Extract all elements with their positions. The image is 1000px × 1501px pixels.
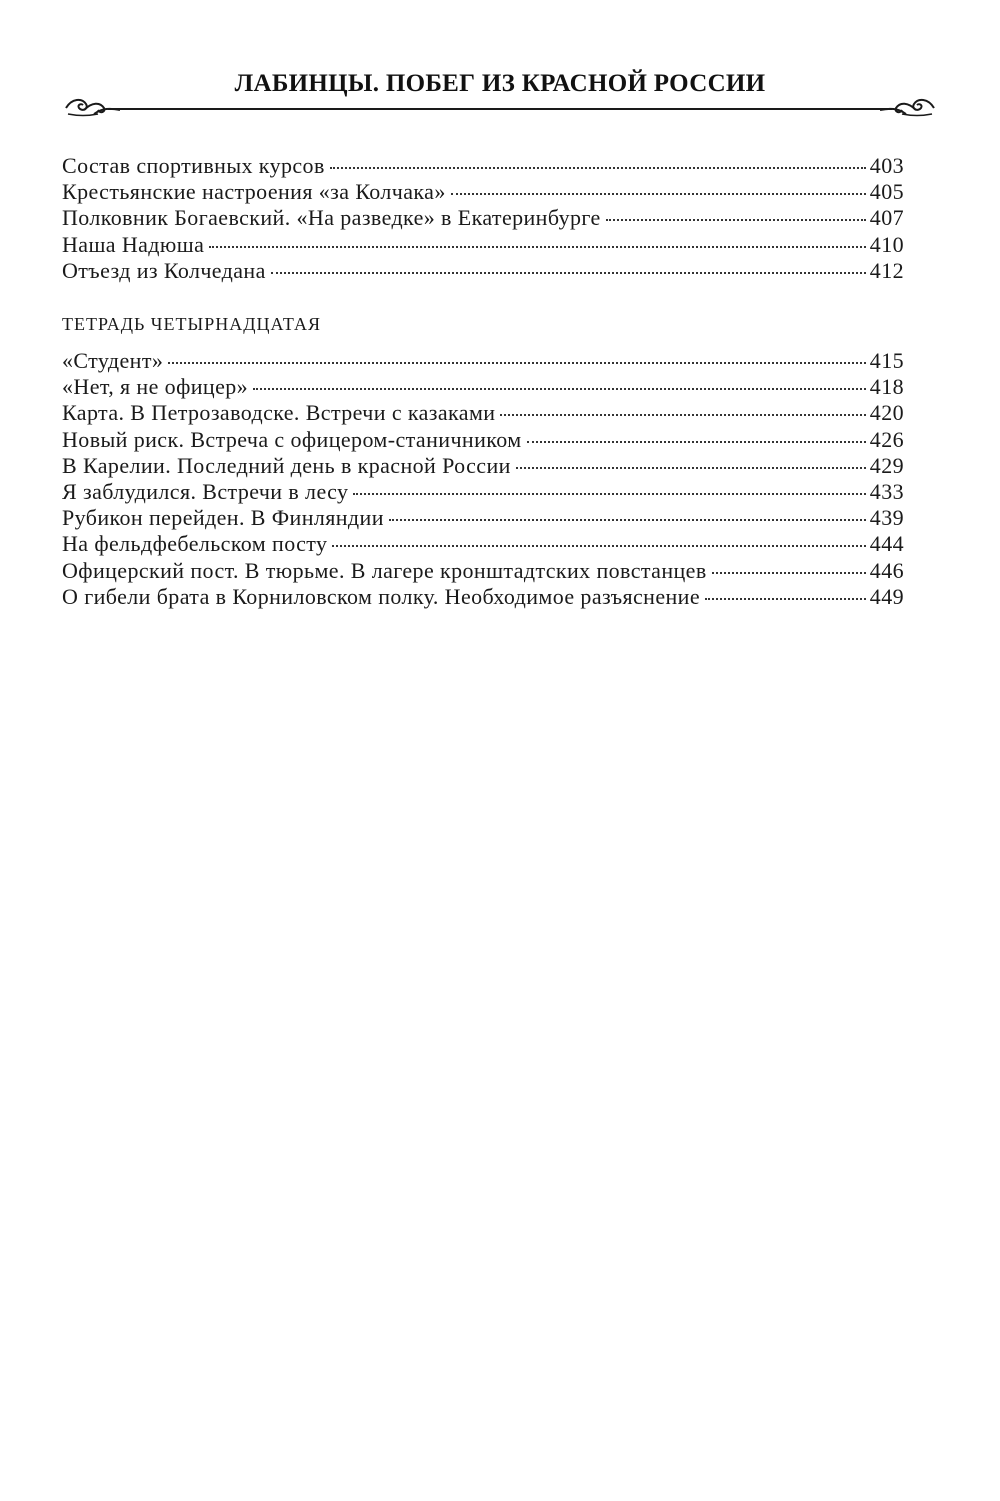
toc-entry[interactable] [62,232,904,258]
toc-entry[interactable] [62,348,904,374]
toc-leader-dots [168,361,866,364]
toc-entry-title: Рубикон перейден. В Финляндии [62,505,384,531]
left-flourish-ornament-icon [64,94,120,120]
toc-entry-page: 418 [869,374,904,400]
toc-leader-dots [353,492,865,495]
toc-leader-dots [271,271,866,274]
toc-leader-dots [253,387,866,390]
toc-entry-title: Новый риск. Встреча с офицером-станичником [62,426,522,452]
toc-entry[interactable] [62,374,904,400]
toc-entry-title: «Нет, я не офицер» [62,374,249,400]
toc-entry-page: 439 [869,505,904,531]
toc-entry-title: Состав спортивных курсов [62,153,325,178]
toc-entry-page: 426 [869,426,904,452]
toc-entry-page: 444 [869,531,904,557]
toc-leader-dots [712,571,866,574]
running-title: ЛАБИНЦЫ. ПОБЕГ ИЗ КРАСНОЙ РОССИИ [234,70,766,97]
toc-entry-title: Крестьянские настроения «за Колчака» [62,179,446,205]
toc-entry[interactable] [62,505,904,531]
toc-entry[interactable] [62,153,904,179]
toc-entry-title: «Студент» [62,348,164,373]
toc-leader-dots [209,245,866,248]
toc-entry-title: Карта. В Петрозаводске. Встречи с казаками [62,400,496,426]
toc-entry[interactable] [62,558,904,584]
toc-leader-dots [527,440,866,443]
toc-entry[interactable] [62,531,904,557]
toc-entry[interactable] [62,258,904,284]
toc-entry-page: 429 [869,452,904,478]
toc-leader-dots [389,518,866,521]
right-flourish-ornament-icon [880,94,936,120]
toc-entry-page: 407 [869,205,904,231]
toc-entry[interactable] [62,179,904,205]
toc-entry-page: 420 [869,400,904,426]
toc-entry[interactable] [62,400,904,426]
toc-entry-title: На фельдфебельском посту [62,531,328,557]
toc-leader-dots [606,218,866,221]
toc-entry-title: О гибели брата в Корниловском полку. Необходимое разъяснение [62,583,701,609]
toc-entry-title: Я заблудился. Встречи в лесу [62,479,349,505]
toc-leader-dots [500,413,865,416]
toc-entry-page: 433 [869,479,904,505]
toc-entry-title: Отъезд из Колчедана [62,257,266,283]
toc-entry-page: 412 [869,257,904,283]
toc-entry-title: Офицерский пост. В тюрьме. В лагере кронштадтских повстанцев [62,557,707,583]
toc-leader-dots [330,166,866,169]
toc-leader-dots [332,544,865,547]
toc-leader-dots [451,192,866,195]
section-heading: ТЕТРАДЬ ЧЕТЫРНАДЦАТАЯ [62,314,321,334]
toc-leader-dots [705,597,866,600]
toc-entry-title: Полковник Богаевский. «На разведке» в Екатеринбурге [62,205,601,231]
toc-entry-page: 405 [869,179,904,205]
toc-list-part-1 [62,153,904,284]
toc-entry[interactable] [62,479,904,505]
toc-entry[interactable] [62,584,904,610]
toc-entry-title: Наша Надюша [62,231,205,257]
page-header [60,68,940,118]
header-rule [108,108,892,110]
toc-entry-page: 410 [869,231,904,257]
toc-entry-page: 415 [869,348,904,373]
toc-entry[interactable] [62,205,904,231]
toc-entry-title: В Карелии. Последний день в красной России [62,452,511,478]
toc-list-part-2 [62,348,904,610]
toc-leader-dots [516,466,866,469]
toc-entry[interactable] [62,453,904,479]
toc-entry-page: 449 [869,583,904,609]
toc-entry[interactable] [62,427,904,453]
toc-entry-page: 403 [869,153,904,178]
toc-entry-page: 446 [869,557,904,583]
